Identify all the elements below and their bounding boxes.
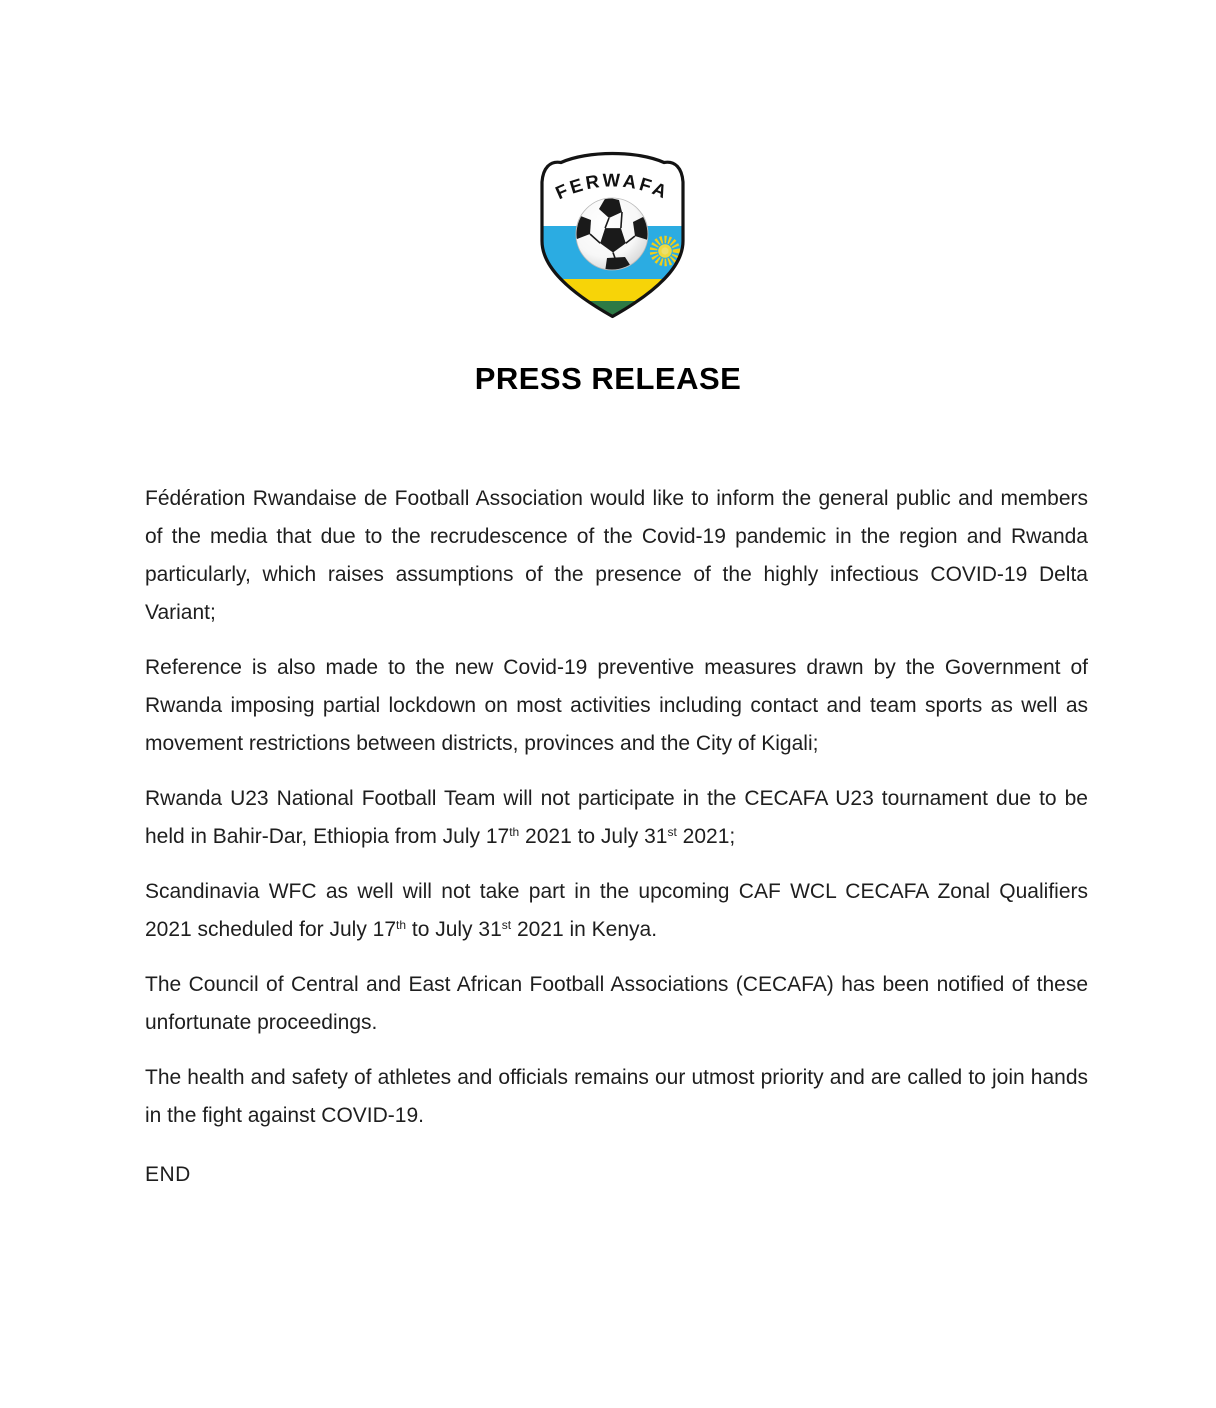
press-release-paragraph-4 [145,873,1088,949]
press-release-paragraph-3 [145,780,1088,856]
page-title: PRESS RELEASE [474,361,742,396]
paragraph-text: 2021; [676,825,736,848]
paragraph-text: 2021 in Kenya. [511,918,658,941]
paragraph-text: Rwanda U23 National Football Team will not participate in the CECAFA U23 tournament due to be held in Bahir-Dar, Ethiopia from July 17 [145,787,1088,848]
paragraph-list [145,480,1088,1135]
ordinal-superscript: th [396,918,407,932]
paragraph-text: Fédération Rwandaise de Football Association would like to inform the general public and members of the media that due to the recrudescence of the Covid-19 pandemic in the region and Rwanda particularly, which raises assumptions of the presence of the highly infectious COVID-19 Delta Variant; [145,487,1088,624]
press-release-paragraph-5 [145,966,1088,1042]
ordinal-superscript: st [667,825,677,839]
ferwafa-logo [535,151,690,321]
ferwafa-crest-icon [535,151,690,321]
document-body [145,480,1088,1194]
flag-yellow-band [535,279,690,301]
paragraph-text: 2021 to July 31 [519,825,668,848]
press-release-paragraph-1 [145,480,1088,632]
logo-wordmark: FERWAFA [552,169,673,204]
paragraph-text: to July 31 [406,918,502,941]
paragraph-text: Reference is also made to the new Covid-19 preventive measures drawn by the Government of Rwanda imposing partial lockdown on most activities including contact and team sports as well as movement restrictions between districts, provinces and the City of Kigali; [145,656,1088,755]
ordinal-superscript: st [501,918,512,932]
paragraph-text: Scandinavia WFC as well will not take part in the upcoming CAF WCL CECAFA Zonal Qualifiers 2021 scheduled for July 17 [145,880,1088,941]
paragraph-text: The health and safety of athletes and officials remains our utmost priority and are called to join hands in the fight against COVID-19. [145,1066,1088,1127]
press-release-paragraph-2 [145,649,1088,763]
end-marker: END [145,1163,191,1186]
press-release-paragraph-6 [145,1059,1088,1135]
ordinal-superscript: th [509,825,520,839]
paragraph-text: The Council of Central and East African Football Associations (CECAFA) has been notified of these unfortunate proceedings. [145,973,1088,1034]
